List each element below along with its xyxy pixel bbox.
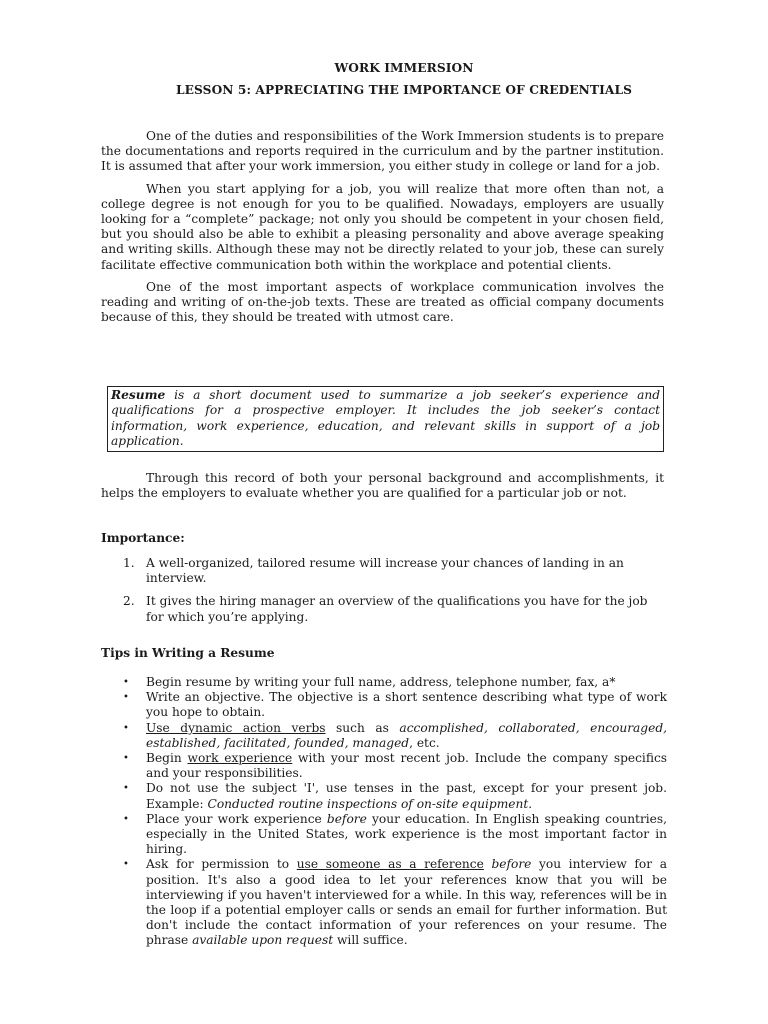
intro-section bbox=[101, 129, 664, 325]
list-item-text: A well-organized, tailored resume will increase your chances of landing in an interview. bbox=[146, 556, 624, 586]
resume-definition-box bbox=[107, 386, 664, 452]
intro-paragraph-1: One of the duties and responsibilities of the Work Immersion students is to prepare the documentations and reports required in the curriculum and by the partner institution. It is assumed that after your work immersion, you either study in college or land for a job. bbox=[101, 129, 664, 174]
bullet: • bbox=[123, 859, 129, 871]
bullet: • bbox=[123, 783, 129, 795]
action-verbs-link[interactable]: Use dynamic action verbs bbox=[146, 720, 326, 735]
list-item bbox=[101, 675, 667, 690]
list-item bbox=[101, 690, 667, 720]
bullet: • bbox=[123, 677, 129, 688]
bullet: • bbox=[123, 753, 129, 765]
intro-paragraph-3: One of the most important aspects of workplace communication involves the reading and writing of on-the-job texts. These are treated as official company documents because of this, they should be treated with utmost care. bbox=[101, 279, 664, 325]
list-item: • Use dynamic action verbs such as accomplished, collaborated, encouraged, established, facilitated, founded, managed, etc. bbox=[123, 720, 668, 750]
list-item: • Place your work experience before your education. In English speaking countries, especially in the United States, work experience is the most important factor in hiring. bbox=[123, 811, 668, 857]
list-item bbox=[101, 594, 664, 624]
tips-list bbox=[101, 675, 667, 949]
through-section bbox=[101, 471, 664, 501]
tip-text: Begin resume by writing your full name, address, telephone number, fax, a* bbox=[146, 675, 616, 689]
list-number: 1. bbox=[123, 556, 135, 570]
work-experience-link[interactable]: work experience bbox=[187, 751, 293, 766]
bullet: • bbox=[123, 692, 129, 704]
definition-term: Resume bbox=[111, 388, 166, 402]
through-paragraph: Through this record of both your personal background and accomplishments, it helps the employers to evaluate whether you are qualified for a particular job or not. bbox=[101, 471, 664, 501]
list-item: • Ask for permission to use someone as a reference before you interview for a position. It's also a good idea to let your references know that you will be interviewing if you haven't interviewed for a while. In this way, references will be in the loop if a potential employer calls or sends an email for further information. But don't include the contact information of your references on your resume. The phrase available upon request will suffice. bbox=[123, 857, 667, 948]
importance-heading: Importance: bbox=[101, 531, 185, 545]
reference-link[interactable]: use someone as a reference bbox=[296, 857, 484, 872]
lesson-title: LESSON 5: APPRECIATING THE IMPORTANCE OF CREDENTIALS bbox=[175, 83, 633, 97]
list-item bbox=[101, 556, 664, 586]
list-item: • Begin work experience with your most recent job. Include the company specifics and your responsibilities. bbox=[123, 751, 668, 781]
document-title: WORK IMMERSION bbox=[334, 61, 474, 75]
importance-list bbox=[101, 556, 664, 625]
list-number: 2. bbox=[123, 594, 135, 609]
list-item-text: It gives the hiring manager an overview of the qualifications you have for the job for which you’re applying. bbox=[146, 594, 648, 624]
bullet: • bbox=[123, 813, 129, 825]
intro-paragraph-2: When you start applying for a job, you will realize that more often than not, a college degree is not enough for you to be qualified. Nowadays, employers are usually looking for a “complete” package; not only you should be competent in your chosen field, but you should also be able to exhibit a pleasing personality and above average speaking and writing skills. Although these may not be directly related to your job, these can surely facilitate effective communication both within the workplace and potential clients. bbox=[101, 181, 664, 272]
tip-text: Write an objective. The objective is a short sentence describing what type of work you hope to obtain. bbox=[146, 690, 667, 720]
bullet: • bbox=[123, 722, 129, 734]
list-item: • Do not use the subject 'I', use tenses in the past, except for your present job. Example: Conducted routine inspections of on-site equipment. bbox=[123, 781, 667, 811]
definition-text: is a short document used to summarize a job seeker’s experience and qualifications for a prospective employer. It includes the job seeker’s contact information, work experience, education, and relevant skills in support of a job application. bbox=[111, 388, 660, 449]
tips-heading: Tips in Writing a Resume bbox=[101, 646, 275, 660]
